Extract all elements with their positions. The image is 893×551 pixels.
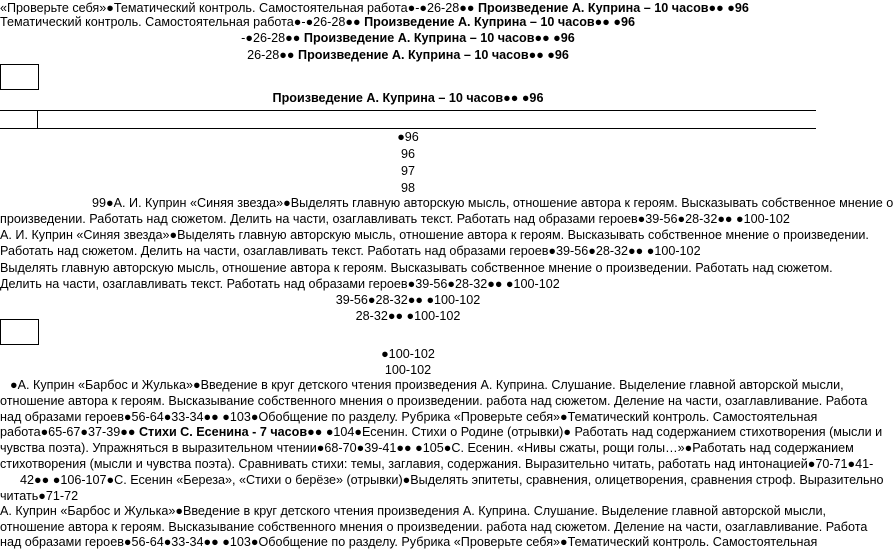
text-line: ●А. Куприн «Барбос и Жулька»●Введение в круг детского чтения произведения А. Куприна. Слушание. Выделение главной авторской мысли, xyxy=(10,378,844,392)
text-line: 39-56●28-32●● ●100-102 xyxy=(335,293,481,307)
text-line: отношение автора к героям. Высказывание собственного мнения о произведении. работа над сюжетом. Деление на части, озаглавливание. Работа xyxy=(0,394,868,408)
table-cell-box xyxy=(0,319,39,345)
text-line: произведении. Работать над сюжетом. Делить на части, озаглавливать текст. Работать над образами героев●39-56●28-32●● ●100-102 xyxy=(0,212,790,226)
text-line: 99●А. И. Куприн «Синяя звезда»●Выделять главную авторскую мысль, отношение автора к героям. Высказывать собственное мнение о xyxy=(92,196,893,210)
text-line: над образами героев●56-64●33-34●● ●103●Обобщение по разделу. Рубрика «Проверьте себя»●Тематический контроль. Самостоятельная xyxy=(0,410,818,424)
text-line: Делить на части, озаглавливать текст. Работать над образами героев●39-56●28-32●● ●100-102 xyxy=(0,277,560,291)
text-span: 26-28●● xyxy=(247,48,299,62)
text-line xyxy=(0,47,816,64)
text-line: ●100-102 xyxy=(381,347,435,361)
heading-span: Произведение А. Куприна – 10 часов●● ●96 xyxy=(298,48,569,62)
page-number: 97 xyxy=(400,164,415,178)
table-rule xyxy=(0,110,816,111)
heading-span: Произведение А. Куприна – 10 часов●● ●96 xyxy=(272,91,544,105)
text-span: «Проверьте себя»●Тематический контроль. Самостоятельная работа●-●26-28●● xyxy=(0,1,478,15)
page-number: 98 xyxy=(400,181,415,195)
text-span: Тематический контроль. Самостоятельная работа●-●26-28●● xyxy=(0,15,365,29)
table-divider xyxy=(37,110,38,128)
text-line xyxy=(0,14,635,31)
page-number: ●96 xyxy=(397,130,419,144)
heading-span: Произведение А. Куприна – 10 часов●● ●96 xyxy=(477,1,749,15)
text-span: ●104●Есенин. Стихи о Родине (отрывки)● Работать над содержанием стихотворения (мысли и xyxy=(325,425,883,439)
text-line: Работать над сюжетом. Делить на части, озаглавливать текст. Работать над образами героев●39-56●28-32●● ●100-102 xyxy=(0,244,701,258)
text-span: -●26-28●● xyxy=(241,31,304,45)
table-cell-box xyxy=(0,64,39,90)
text-line: 28-32●● ●100-102 xyxy=(355,309,461,323)
text-line: стихотворения (мысли и чувства поэта). Сравнивать стихи: темы, заглавия, содержания. Выразительно читать, работать над интонацией●70-71●41- xyxy=(0,457,874,471)
text-line: А. Куприн «Барбос и Жулька»●Введение в круг детского чтения произведения А. Куприна. Слушание. Выделение главной авторской мысли, xyxy=(0,504,827,518)
page-number: 96 xyxy=(400,147,415,161)
text-span: работа●65-67●37-39●● xyxy=(0,425,139,439)
text-line: А. И. Куприн «Синяя звезда»●Выделять главную авторскую мысль, отношение автора к героям. Высказывать собственное мнение о произведении. xyxy=(0,228,869,242)
text-line: отношение автора к героям. Высказывание собственного мнения о произведении. работа над сюжетом. Деление на части, озаглавливание. Работа xyxy=(0,520,868,534)
text-line: над образами героев●56-64●33-34●● ●103●Обобщение по разделу. Рубрика «Проверьте себя»●Тематический контроль. Самостоятельная xyxy=(0,535,818,549)
text-line: 100-102 xyxy=(384,363,432,377)
text-line: чувства поэта). Упражняться в выразительном чтении●68-70●39-41●● ●105●С. Есенин. «Нивы сжаты, рощи голы…»●Работать над содержанием xyxy=(0,441,854,455)
section-heading xyxy=(0,90,816,107)
heading-span: Стихи С. Есенина - 7 часов●● xyxy=(138,425,326,439)
text-line xyxy=(0,424,882,441)
heading-span: Произведение А. Куприна – 10 часов●● ●96 xyxy=(364,15,635,29)
text-line: Выделять главную авторскую мысль, отношение автора к героям. Высказывать собственное мнение о произведении. Работать над сюжетом. xyxy=(0,261,833,275)
text-line xyxy=(0,30,816,47)
text-line: читать●71-72 xyxy=(0,489,79,503)
heading-span: Произведение А. Куприна – 10 часов●● ●96 xyxy=(303,31,575,45)
text-line: 42●● ●106-107●С. Есенин «Береза», «Стихи о берёзе» (отрывки)●Выделять эпитеты, сравнения, олицетворения, сравнения строф. Выразительно xyxy=(20,473,884,487)
